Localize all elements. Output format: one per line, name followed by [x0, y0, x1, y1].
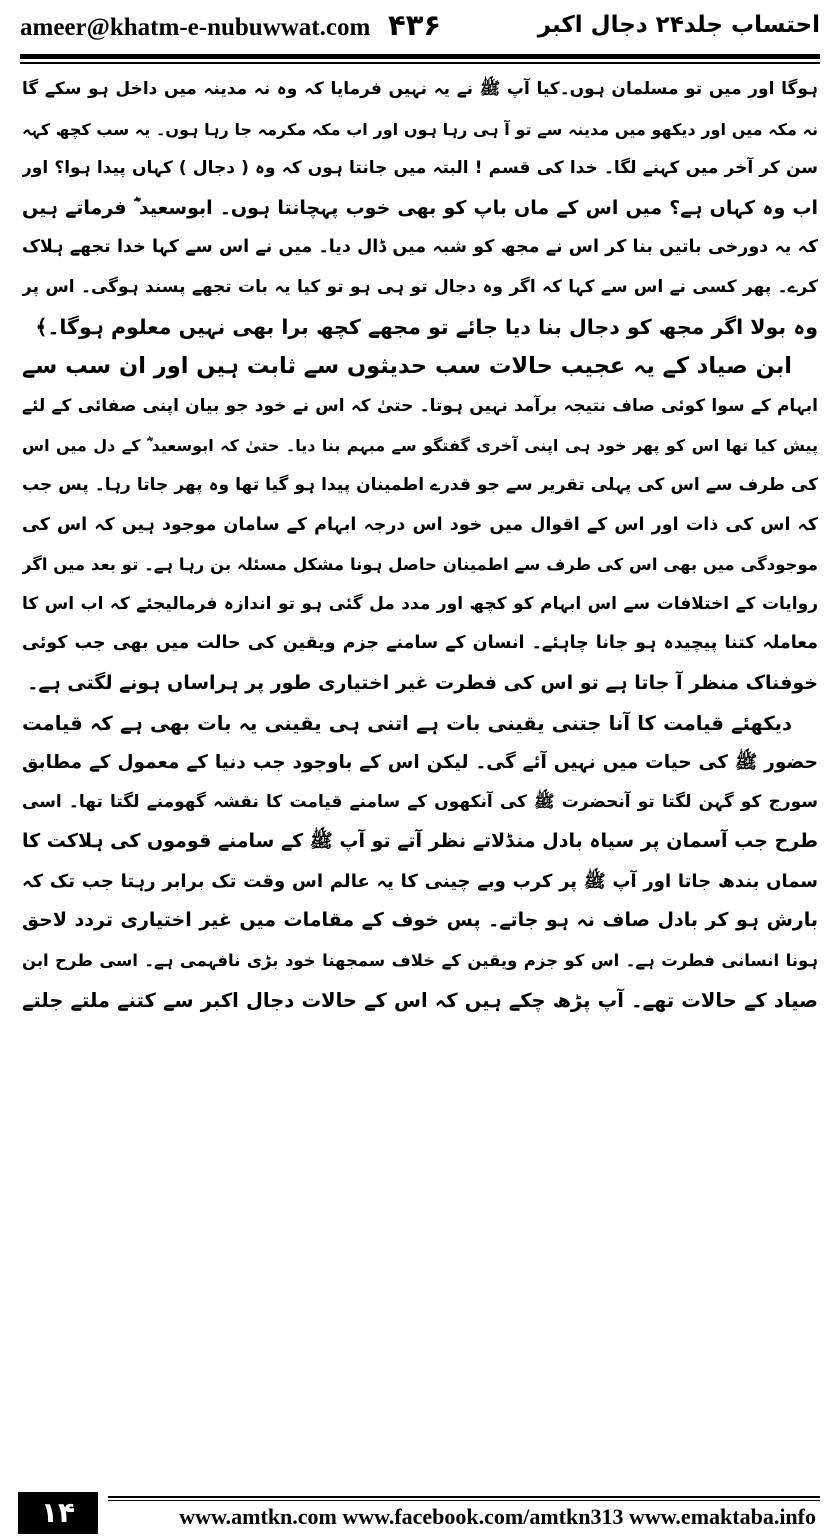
text-line: کہ یہ دورخی باتیں بنا کر اس نے مجھ کو شبہ میں ڈال دیا۔ میں نے اس سے کہا خدا تجھے ہلاک	[22, 237, 818, 258]
text-line: خوفناک منظر آ جاتا ہے تو اس کی فطرت غیر اختیاری طور پر ہراساں ہونے لگتی ہے۔	[27, 671, 818, 694]
text-line: ابہام کے سوا کوئی صاف نتیجہ برآمد نہیں ہوتا۔ حتیٰ کہ اس نے خود جو بیان اپنی صفائی کے لئے	[22, 395, 818, 416]
text-line: ہونا انسانی فطرت ہے۔ اس کو جزم ویقین کے خلاف سمجھنا خود بڑی نافہمی ہے۔ اسی طرح ابن	[22, 951, 818, 971]
text-line: سن کر آخر میں کہنے لگا۔ خدا کی قسم ! البتہ میں جانتا ہوں کہ وہ ( دجال ) کہاں پیدا ہوا؟ اور	[22, 158, 818, 179]
header-page-number: ۴۳۶	[388, 8, 442, 42]
footer-rule-bottom	[108, 1500, 820, 1501]
page-header	[0, 0, 840, 58]
footer-rule-top	[108, 1496, 820, 1498]
text-line: موجودگی میں بھی اس کی طرف سے اطمینان حاصل ہونا مشکل مسئلہ بن رہا ہے۔ تو بعد میں اگر	[22, 555, 818, 575]
text-line: بارش ہو کر بادل صاف نہ ہو جاتے۔ پس خوف کے مقامات میں غیر اختیاری تردد لاحق	[22, 909, 818, 932]
text-line: دیکھئے قیامت کا آنا جتنی یقینی بات ہے اتنی ہی یقینی یہ بات بھی ہے کہ قیامت	[22, 711, 792, 735]
text-line: حضور ﷺ کی حیات میں نہیں آئے گی۔ لیکن اس کے باوجود جب دنیا کے معمول کے مطابق	[22, 752, 818, 774]
header-rule-thin	[20, 62, 820, 64]
text-line: ابن صیاد کے یہ عجیب حالات سب حدیثوں سے ثابت ہیں اور ان سب سے	[22, 353, 792, 380]
body-text	[22, 70, 818, 1020]
text-line: وہ بولا اگر مجھ کو دجال بنا دیا جائے تو مجھے کچھ برا بھی نہیں معلوم ہوگا۔﴾	[35, 314, 818, 339]
text-line: صیاد کے حالات تھے۔ آپ پڑھ چکے ہیں کہ اس کے حالات دجال اکبر سے کتنے ملتے جلتے	[22, 988, 818, 1012]
text-line: روایات کے اختلافات سے اس ابہام کو کچھ اور مدد مل گئی ہو تو اندازہ فرمالیجئے کہ اب اس کا	[22, 593, 818, 614]
page-footer	[0, 1482, 840, 1540]
text-line: کی طرف سے اس کی پہلی تقریر سے جو قدرے اطمینان پیدا ہو گیا تھا وہ پھر جاتا رہا۔ پس جب	[22, 474, 818, 495]
text-line: کہ اس کی ذات اور اس کے اقوال میں خود اس درجہ ابہام کے سامان موجود ہیں کہ اس کی	[22, 514, 818, 535]
footer-links: www.amtkn.com www.facebook.com/amtkn313 www.emaktaba.info	[179, 1504, 816, 1529]
footer-page-number: ۱۴	[18, 1492, 98, 1534]
text-line: سورج کو گہن لگتا تو آنحضرت ﷺ کی آنکھوں کے سامنے قیامت کا نقشہ گھومنے لگتا تھا۔ اسی	[22, 791, 818, 812]
header-rule-thick	[20, 54, 820, 59]
text-line: پیش کیا تھا اس کو پھر خود ہی اپنی آخری گفتگو سے مبہم بنا دیا۔ حتیٰ کہ ابوسعید ؓ کے دل میں اس	[22, 436, 818, 456]
text-line: معاملہ کتنا پیچیدہ ہو جانا چاہئے۔ انسان کے سامنے جزم ویقین کی حالت میں بھی جب کوئی	[22, 633, 818, 654]
header-title: احتساب جلد۲۴ دجال اکبر	[537, 12, 820, 38]
text-line: طرح جب آسمان پر سیاہ بادل منڈلاتے نظر آتے تو آپ ﷺ کے سامنے قوموں کی ہلاکت کا	[22, 830, 818, 853]
text-line: نہ مکہ میں اور دیکھو میں مدینہ سے تو آ ہی رہا ہوں اور اب مکہ مکرمہ جا رہا ہوں۔ یہ سب کچھ کہہ	[22, 119, 818, 139]
text-line: اب وہ کہاں ہے؟ میں اس کے ماں باپ کو بھی خوب پہچانتا ہوں۔ ابوسعید ؓ فرماتے ہیں	[22, 196, 818, 219]
text-line: کرے۔ پھر کسی نے اس سے کہا کہ اگر وہ دجال تو ہی ہو تو کیا یہ بات تجھے پسند ہوگی۔ اس پر	[22, 276, 818, 297]
text-line: ہوگا اور میں تو مسلمان ہوں۔کیا آپ ﷺ نے یہ نہیں فرمایا کہ وہ نہ مدینہ میں داخل ہو سکے گا	[22, 79, 818, 99]
header-email: ameer@khatm-e-nubuwwat.com	[20, 14, 371, 41]
text-line: سماں بندھ جاتا اور آپ ﷺ پر کرب وبے چینی کا یہ عالم اس وقت تک برابر رہتا جب تک کہ	[22, 870, 818, 892]
